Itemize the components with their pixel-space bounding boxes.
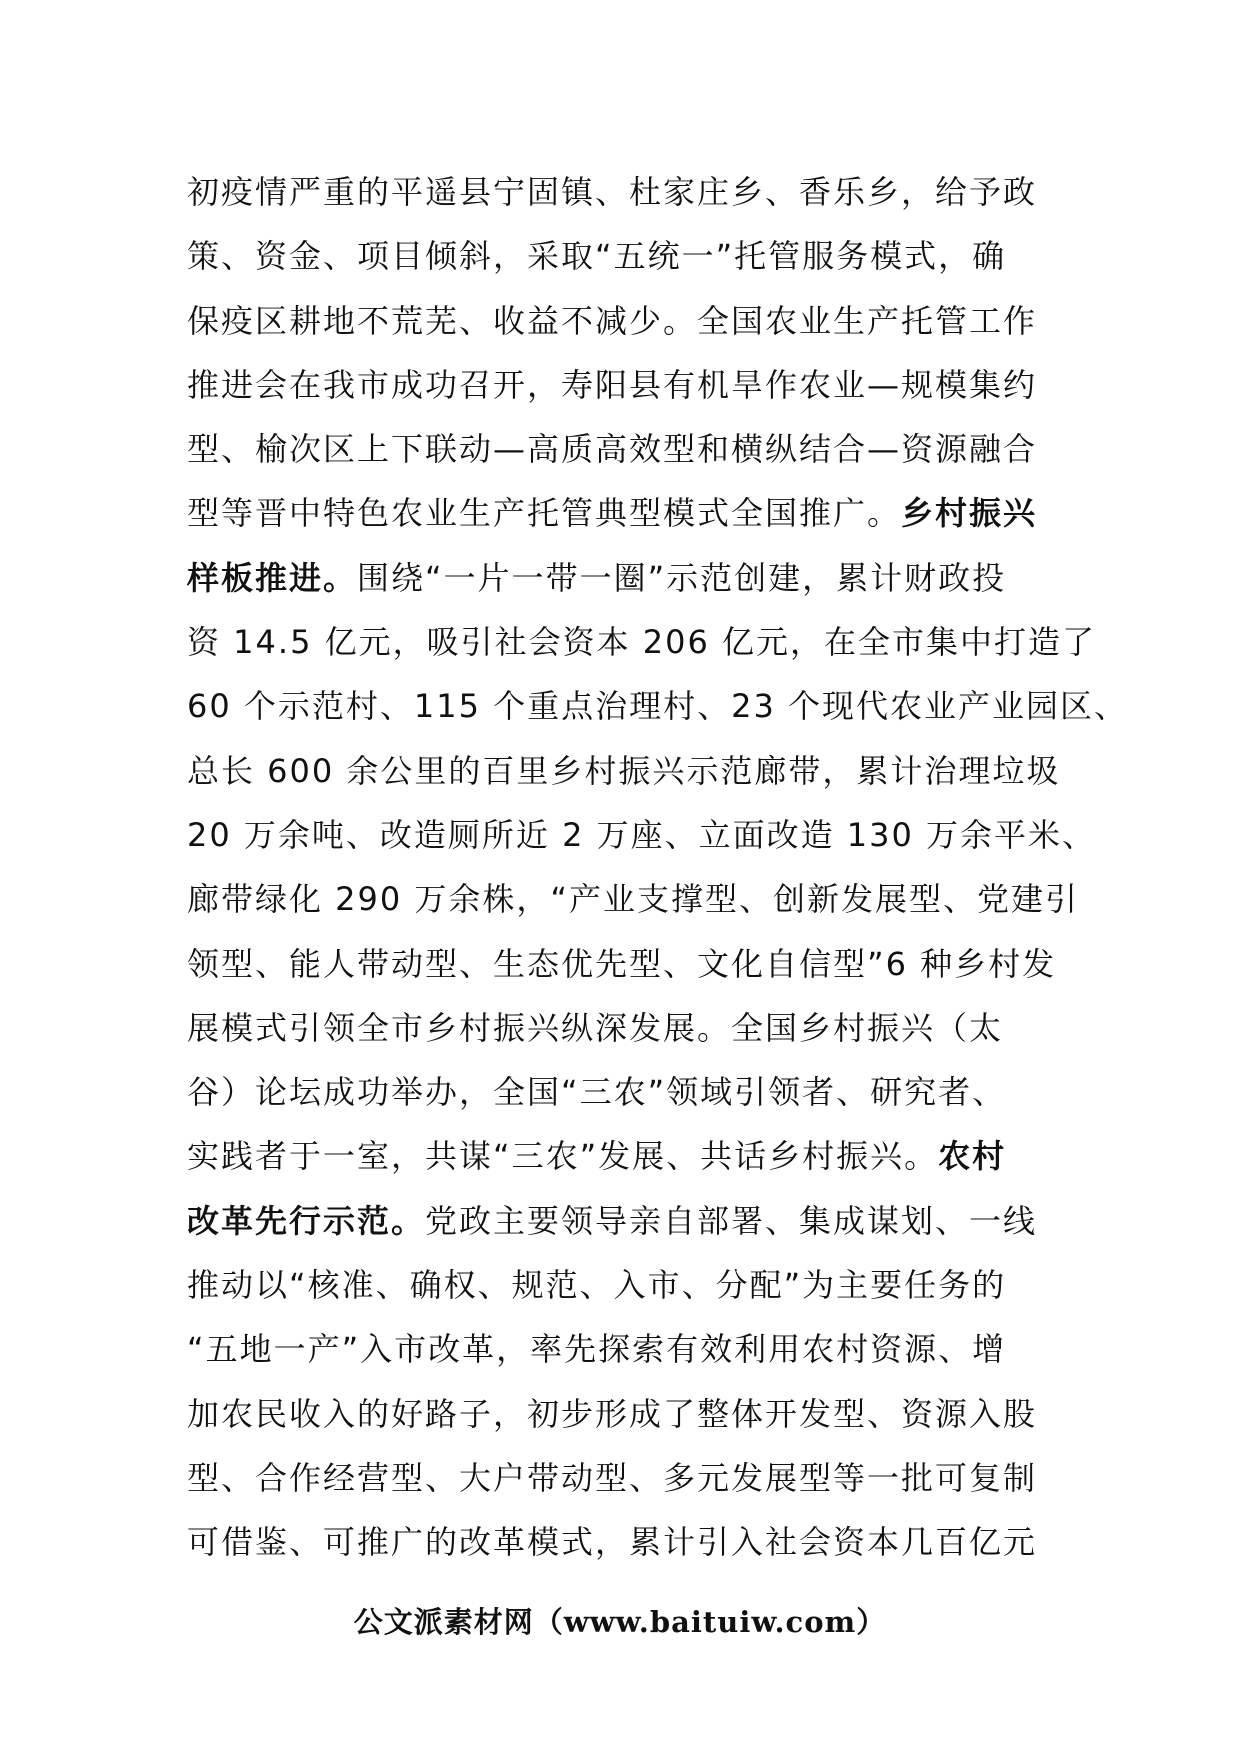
text-line [187,739,1067,803]
body-text-segment: 谷）论坛成功举办，全国“三农”领域引领者、研究者、 [187,1073,1007,1112]
text-line [187,1189,1067,1253]
bold-heading-text: 乡村振兴 [901,494,1038,533]
footer-watermark: 公文派素材网（www.baituiw.com） [353,1605,887,1639]
text-line [187,160,1067,224]
body-text [187,160,1129,1575]
body-text-segment: 加农民收入的好路子，初步形成了整体开发型、资源入股 [187,1394,1038,1433]
body-text-segment: 60 个示范村、115 个重点治理村、23 个现代农业产业园区、 [187,687,1129,726]
body-text-segment: 廊带绿化 290 万余株，“产业支撑型、创新发展型、党建引 [187,880,1080,919]
text-line [187,996,1067,1060]
text-line [187,1253,1067,1317]
text-line [187,1382,1067,1446]
body-text-segment: 领型、能人带动型、生态优先型、文化自信型”6 种乡村发 [187,944,1057,983]
body-text-segment: 资 14.5 亿元，吸引社会资本 206 亿元，在全市集中打造了 [187,623,1097,662]
body-text-segment: 型、合作经营型、大户带动型、多元发展型等一批可复制 [187,1458,1038,1497]
body-text-segment: 推动以“核准、确权、规范、入市、分配”为主要任务的 [187,1266,1007,1305]
body-text-segment: “五地一产”入市改革，率先探索有效利用农村资源、增 [187,1330,1007,1369]
text-line [187,867,1080,931]
text-line [187,803,1097,867]
body-text-segment: 党政主要领导亲自部署、集成谋划、一线 [425,1201,1038,1240]
body-text-segment: 20 万余吨、改造厕所近 2 万座、立面改造 130 万余平米、 [187,815,1097,854]
text-line [187,674,1129,738]
text-line [187,1446,1067,1510]
body-text-segment: 可借鉴、可推广的改革模式，累计引入社会资本几百亿元 [187,1523,1038,1562]
text-line [187,353,1067,417]
text-line [187,546,1067,610]
body-text-segment: 策、资金、项目倾斜，采取“五统一”托管服务模式，确 [187,237,1007,276]
text-line [187,1510,1067,1574]
body-text-segment: 初疫情严重的平遥县宁固镇、杜家庄乡、香乐乡，给予政 [187,173,1038,211]
text-line [187,289,1067,353]
text-line [187,224,1067,288]
body-text-segment: 总长 600 余公里的百里乡村振兴示范廊带，累计治理垃圾 [187,751,1061,790]
text-line [187,1317,1067,1381]
text-line [187,610,1097,674]
text-line [187,481,1067,545]
bold-heading-text: 样板推进。 [187,558,358,597]
text-line [187,1060,1067,1124]
body-text-segment: 实践者于一室，共谋“三农”发展、共话乡村振兴。 [187,1137,939,1176]
text-line [187,417,1067,481]
body-text-segment: 展模式引领全市乡村振兴纵深发展。全国乡村振兴（太 [187,1008,1004,1047]
text-line [187,1124,1067,1188]
bold-heading-text: 改革先行示范。 [187,1201,426,1240]
body-text-segment: 型等晋中特色农业生产托管典型模式全国推广。 [187,494,902,533]
body-text-segment: 推进会在我市成功召开，寿阳县有机旱作农业—规模集约 [187,365,1038,404]
text-line [187,932,1067,996]
body-text-segment: 围绕“一片一带一圈”示范创建，累计财政投 [357,558,1007,597]
body-text-segment: 型、榆次区上下联动—高质高效型和横纵结合—资源融合 [187,430,1038,469]
body-text-segment: 保疫区耕地不荒芜、收益不减少。全国农业生产托管工作 [187,301,1038,340]
bold-heading-text: 农村 [938,1137,1007,1176]
